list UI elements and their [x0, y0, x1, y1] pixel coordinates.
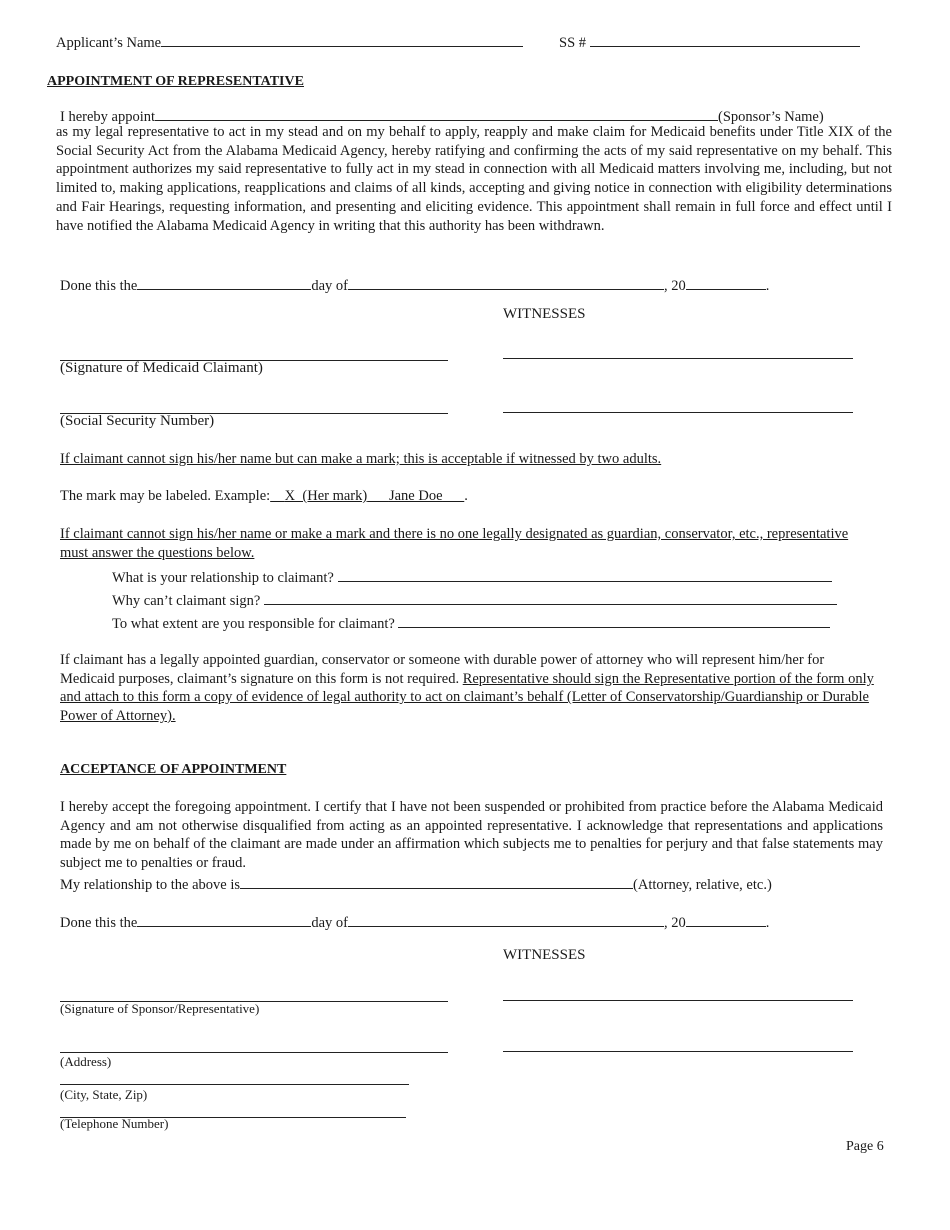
mark-example-x-wrap	[270, 488, 464, 504]
day-field-1[interactable]	[137, 275, 311, 290]
address-line[interactable]	[60, 1052, 448, 1053]
applicant-name-label: Applicant’s Name	[56, 35, 162, 51]
acceptance-body: I hereby accept the foregoing appointment. I certify that I have not been suspended or prohibited from practice before the Alabama Medicaid Agency and am not otherwise disqualified from acting as an appointed representative. I acknowledge that representations and applications made by me on behalf of the claimant are made under an affirmation which subjects me to penalties for perjury and that false statements may subject me to penalties or fraud.	[60, 799, 883, 872]
question-why-row	[112, 590, 837, 610]
relationship-answer-field[interactable]	[338, 567, 832, 582]
month-field-2[interactable]	[348, 912, 664, 927]
mark-example-name: Jane Doe	[388, 488, 443, 504]
day-of-label-1: day of	[311, 278, 348, 294]
year-prefix-1: , 20	[663, 278, 686, 294]
witnesses-label-1: WITNESSES	[503, 306, 586, 322]
acceptance-title: ACCEPTANCE OF APPOINTMENT	[60, 762, 287, 777]
address-label: (Address)	[60, 1054, 112, 1069]
question-relationship: What is your relationship to claimant?	[112, 570, 334, 586]
guardian-paragraph	[60, 651, 880, 726]
witness-3-line[interactable]	[503, 1000, 853, 1001]
ss-number-field[interactable]	[590, 32, 860, 47]
appointment-title: APPOINTMENT OF REPRESENTATIVE	[47, 74, 304, 89]
city-line[interactable]	[60, 1084, 409, 1085]
why-answer-field[interactable]	[264, 590, 837, 605]
year-prefix-2: , 20	[663, 915, 686, 931]
sponsor-name-field[interactable]	[155, 106, 718, 121]
done-this-row-1	[60, 275, 769, 295]
witnesses-label-2: WITNESSES	[503, 947, 586, 963]
appointment-body: as my legal representative to act in my stead and on my behalf to apply, reapply and make claim for Medicaid benefits under Title XIX of the Social Security Act from the Alabama Medicaid Agency, hereby ratifying and confirming the acts of my said representative on my behalf. This appointment authorizes my said representative to fully act in my stead in connection with all Medicaid matters involving me, including, but not limited to, making applications, reapplications and claims of all kinds, accepting and giving notice in connection with eligibility determinations and Fair Hearings, requesting information, and presenting and eliciting evidence. This appointment shall remain in full force and effect until I have notified the Alabama Medicaid Agency in writing that this authority has been withdrawn.	[56, 124, 892, 234]
witness-1-line[interactable]	[503, 358, 853, 359]
mark-note: If claimant cannot sign his/her name but can make a mark; this is acceptable if witnessed by two adults.	[60, 451, 662, 467]
period-1: .	[765, 278, 770, 294]
day-of-label-2: day of	[311, 915, 348, 931]
period-2: .	[765, 915, 770, 931]
city-label: (City, State, Zip)	[60, 1087, 148, 1102]
cannot-sign-note: If claimant cannot sign his/her name or make a mark and there is no one legally designated as guardian, conservator, etc., representative must answer the questions below.	[60, 526, 849, 561]
done-this-label-2: Done this the	[60, 915, 138, 931]
relationship-suffix: (Attorney, relative, etc.)	[633, 877, 772, 893]
extent-answer-field[interactable]	[398, 613, 830, 628]
appoint-prefix: I hereby appoint	[60, 109, 156, 125]
phone-label: (Telephone Number)	[60, 1116, 169, 1131]
relationship-row	[60, 874, 772, 894]
applicant-name-row	[56, 32, 523, 52]
done-this-row-2	[60, 912, 769, 932]
witness-2-line[interactable]	[503, 412, 853, 413]
mark-example-x: X (Her mark)	[284, 488, 368, 504]
relationship-field[interactable]	[240, 874, 633, 889]
sponsor-name-suffix: (Sponsor’s Name)	[718, 109, 824, 125]
sponsor-signature-label: (Signature of Sponsor/Representative)	[60, 1001, 260, 1016]
page-number: Page 6	[846, 1139, 884, 1154]
day-field-2[interactable]	[137, 912, 311, 927]
question-extent-row	[112, 613, 830, 633]
question-extent: To what extent are you responsible for claimant?	[112, 616, 395, 632]
ssn-label: (Social Security Number)	[60, 413, 215, 429]
month-field-1[interactable]	[348, 275, 664, 290]
applicant-name-field[interactable]	[161, 32, 523, 47]
year-field-1[interactable]	[686, 275, 766, 290]
mark-example-prefix: The mark may be labeled. Example:	[60, 488, 271, 504]
guardian-plain-text: If claimant has a legally appointed guardian, conservator or someone with durable power of attorney who will represent him/her for Medicaid purposes, claimant’s signature on this form is not required.	[60, 652, 825, 687]
done-this-label-1: Done this the	[60, 278, 138, 294]
witness-4-line[interactable]	[503, 1051, 853, 1052]
ss-number-label: SS #	[559, 35, 587, 51]
guardian-underlined-text: Representative should sign the Representative portion of the form only and attach to this form a copy of evidence of legal authority to act on claimant’s behalf (Letter of Conservatorship/Guardianship or Durable Power of Attorney).	[60, 670, 874, 725]
mark-example-row: The mark may be labeled. Example: X (Her mark) Jane Doe .	[60, 488, 468, 504]
year-field-2[interactable]	[686, 912, 766, 927]
ss-number-row	[559, 32, 860, 52]
claimant-signature-label: (Signature of Medicaid Claimant)	[60, 360, 263, 376]
question-relationship-row	[112, 567, 832, 587]
relationship-prefix: My relationship to the above is	[60, 877, 241, 893]
question-why: Why can’t claimant sign?	[112, 593, 261, 609]
